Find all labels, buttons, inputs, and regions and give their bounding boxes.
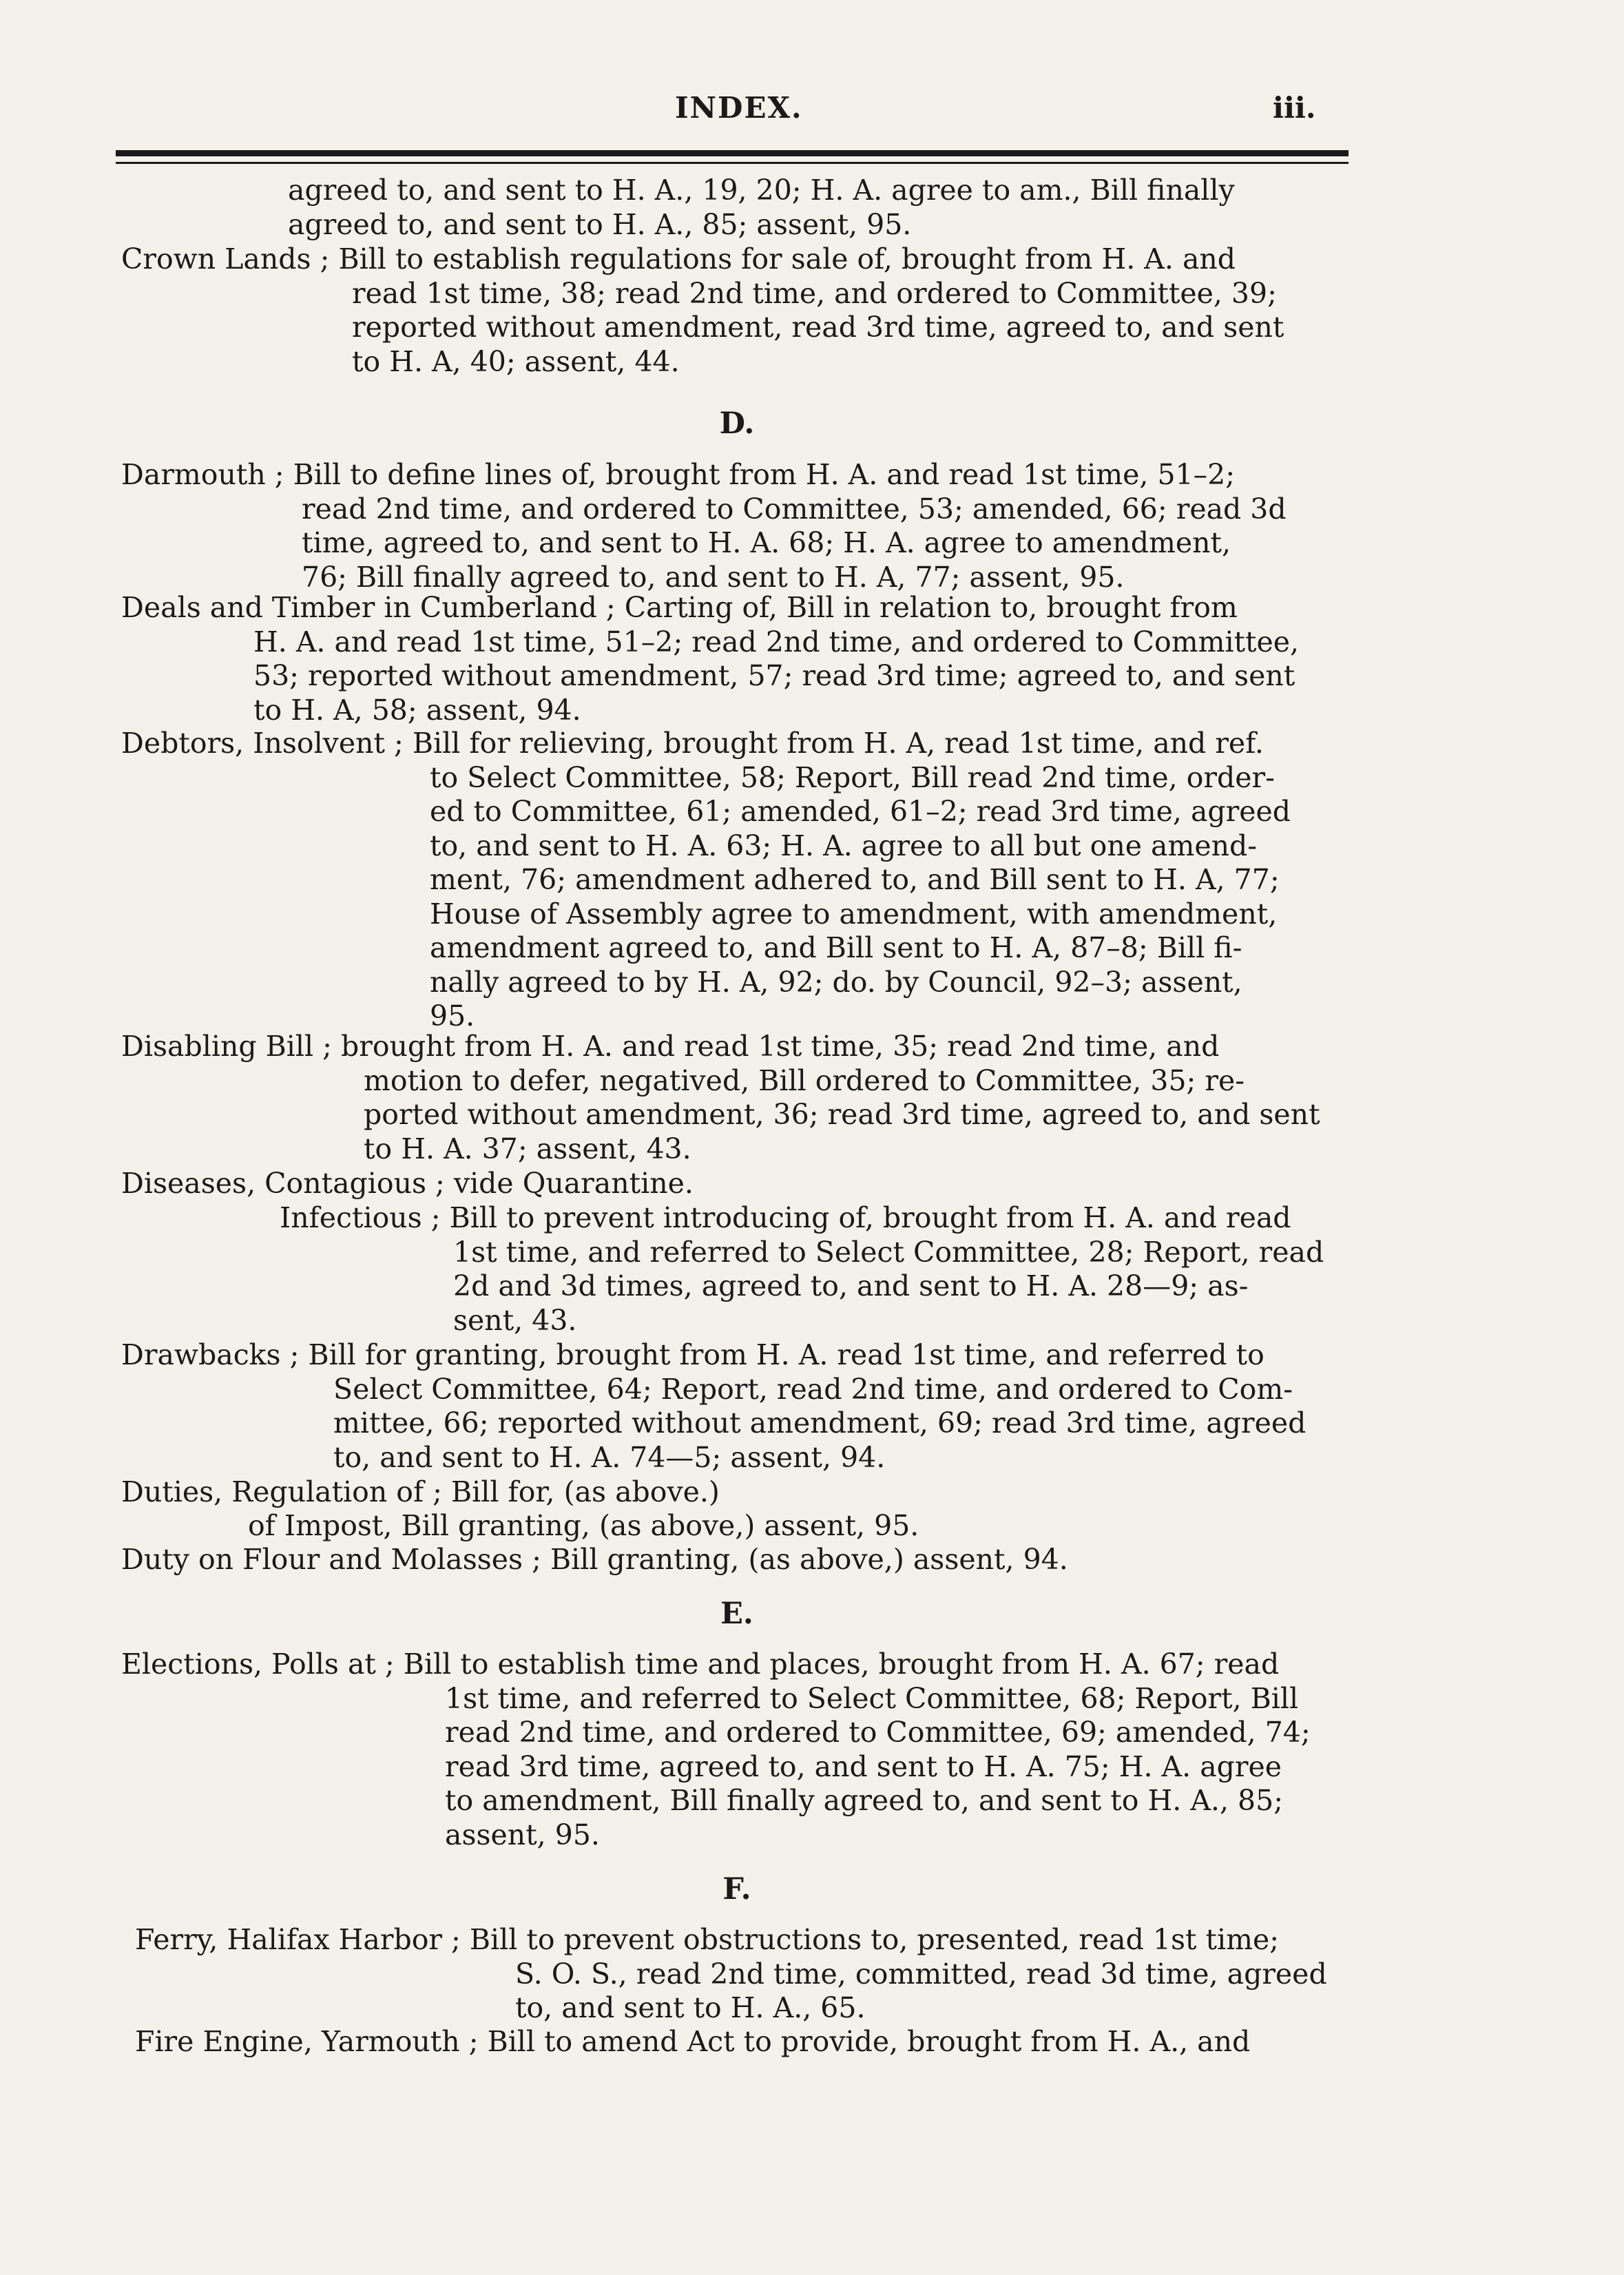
entry-line: Carting of, Bill in relation to, brought from: [624, 591, 1238, 624]
entry-line: Bill granting, (as above,) assent, 94.: [550, 1543, 1068, 1576]
header-rule-thin: [116, 162, 1349, 164]
running-header-title: INDEX.: [675, 91, 803, 125]
index-entry-disabling-bill: [121, 1030, 1349, 1166]
entry-line: nally agreed to by H. A, 92; do. by Council, 92–3; assent,: [430, 965, 1242, 999]
entry-line: read 2nd time, and ordered to Committee, 69; amended, 74;: [445, 1716, 1311, 1749]
entry-line: to amendment, Bill finally agreed to, and sent to H. A., 85;: [445, 1784, 1284, 1817]
entry-line: assent, 95.: [445, 1818, 600, 1851]
index-entry-fire-engine-yarmouth: [135, 2025, 1349, 2059]
entry-line: Bill to establish time and places, brought from H. A. 67; read: [403, 1648, 1280, 1681]
entry-line: Bill to amend Act to provide, brought from H. A., and: [487, 2025, 1251, 2058]
entry-line: Bill for relieving, brought from H. A, read 1st time, and ref.: [412, 727, 1264, 760]
entry-line: House of Assembly agree to amendment, with amendment,: [430, 897, 1278, 931]
entry-line: brought from H. A. and read 1st time, 35; read 2nd time, and: [341, 1030, 1220, 1063]
entry-line: Bill for, (as above.): [451, 1475, 720, 1508]
section-letter-d: D.: [719, 406, 755, 441]
entry-heading: Drawbacks ;: [121, 1338, 300, 1371]
entry-line: S. O. S., read 2nd time, committed, read 3d time, agreed: [515, 1957, 1327, 1991]
entry-line: Select Committee, 64; Report, read 2nd time, and ordered to Com-: [333, 1372, 1293, 1406]
entry-line: 1st time, and referred to Select Committee, 68; Report, Bill: [445, 1681, 1299, 1715]
entry-line: sent, 43.: [453, 1303, 577, 1337]
index-entry-ferry-halifax: [135, 1923, 1349, 2026]
entry-heading: Darmouth ;: [121, 458, 284, 491]
entry-heading: Elections, Polls at ;: [121, 1648, 395, 1681]
entry-heading: Deals and Timber in Cumberland ;: [121, 591, 616, 624]
entry-line: H. A. and read 1st time, 51–2; read 2nd time, and ordered to Committee,: [253, 625, 1300, 658]
page-number: iii.: [1273, 91, 1316, 125]
index-entry-deals-and-timber: [121, 591, 1349, 727]
entry-line: Bill granting, (as above,) assent, 95.: [401, 1509, 919, 1542]
entry-line: to H. A, 58; assent, 94.: [253, 693, 581, 727]
index-entry-darmouth: [121, 458, 1349, 594]
entry-line: motion to defer, negatived, Bill ordered to Committee, 35; re-: [364, 1063, 1245, 1097]
entry-line: Bill to define lines of, brought from H. A. and read 1st time, 51–2;: [293, 458, 1236, 491]
entry-line: agreed to, and sent to H. A., 85; assent, 95.: [288, 207, 912, 241]
index-entry-drawbacks: [121, 1338, 1349, 1475]
entry-heading: Ferry, Halifax Harbor ;: [135, 1923, 461, 1956]
entry-line: to Select Committee, 58; Report, Bill read 2nd time, order-: [430, 760, 1275, 794]
entry-line: 1st time, and referred to Select Committee, 28; Report, read: [453, 1235, 1324, 1269]
entry-line: Bill to prevent obstructions to, presented, read 1st time;: [469, 1923, 1280, 1956]
entry-line: ment, 76; amendment adhered to, and Bill sent to H. A, 77;: [430, 863, 1280, 896]
index-entry-crown-lands: [121, 242, 1349, 379]
index-entry-diseases-contagious: [121, 1167, 1349, 1201]
entry-line: read 2nd time, and ordered to Committee, 53; amended, 66; read 3d: [302, 492, 1287, 526]
entry-line: amendment agreed to, and Bill sent to H. A, 87–8; Bill fi-: [430, 931, 1242, 964]
entry-heading: Debtors, Insolvent ;: [121, 727, 404, 760]
header-rule: [116, 150, 1349, 156]
entry-line: read 3rd time, agreed to, and sent to H. A. 75; H. A. agree: [445, 1749, 1282, 1783]
entry-line: 95.: [430, 999, 475, 1032]
entry-line: to, and sent to H. A., 65.: [515, 1991, 866, 2024]
entry-line: to, and sent to H. A. 74—5; assent, 94.: [333, 1440, 886, 1474]
index-entry-diseases-infectious: [280, 1201, 1349, 1338]
entry-line: Bill to prevent introducing of, brought from H. A. and read: [449, 1201, 1291, 1234]
index-entry-duties-regulation: [121, 1475, 1349, 1510]
index-entry-continuation: [288, 174, 1349, 242]
entry-line: Bill to establish regulations for sale of, brought from H. A. and: [338, 242, 1236, 276]
entry-line: reported without amendment, read 3rd time, agreed to, and sent: [352, 311, 1284, 344]
entry-line: Bill for granting, brought from H. A. read 1st time, and referred to: [308, 1338, 1264, 1371]
entry-heading: Duty on Flour and Molasses ;: [121, 1543, 541, 1576]
entry-line: time, agreed to, and sent to H. A. 68; H. A. agree to amendment,: [302, 526, 1231, 559]
entry-line: to H. A. 37; assent, 43.: [364, 1132, 691, 1165]
entry-line: mittee, 66; reported without amendment, 69; read 3rd time, agreed: [333, 1406, 1307, 1440]
index-entry-debtors-insolvent: [121, 727, 1349, 1034]
entry-line: to H. A, 40; assent, 44.: [352, 344, 680, 378]
section-letter-f: F.: [722, 1872, 751, 1907]
entry-line: to, and sent to H. A. 63; H. A. agree to all but one amend-: [430, 829, 1258, 862]
entry-heading: Disabling Bill ;: [121, 1030, 332, 1063]
entry-heading: Diseases, Contagious ;: [121, 1167, 445, 1200]
entry-line: ed to Committee, 61; amended, 61–2; read 3rd time, agreed: [430, 795, 1291, 828]
entry-heading: Duties, Regulation of ;: [121, 1475, 442, 1508]
entry-heading: Crown Lands ;: [121, 242, 330, 276]
entry-line: 76; Bill finally agreed to, and sent to H. A, 77; assent, 95.: [302, 560, 1125, 594]
entry-line: 2d and 3d times, agreed to, and sent to H. A. 28—9; as-: [453, 1269, 1249, 1302]
entry-line: read 1st time, 38; read 2nd time, and ordered to Committee, 39;: [352, 276, 1277, 310]
entry-line: agreed to, and sent to H. A., 19, 20; H. A. agree to am., Bill finally: [288, 174, 1235, 207]
entry-line: 53; reported without amendment, 57; read 3rd time; agreed to, and sent: [253, 659, 1295, 692]
section-letter-e: E.: [720, 1597, 753, 1631]
entry-heading: Infectious ;: [280, 1201, 441, 1234]
entry-line: vide Quarantine.: [453, 1167, 694, 1200]
entry-heading: Fire Engine, Yarmouth ;: [135, 2025, 479, 2058]
index-entry-duty-flour-molasses: [121, 1543, 1349, 1577]
index-entry-elections-polls: [121, 1648, 1349, 1852]
entry-heading: of Impost,: [248, 1509, 393, 1542]
index-entry-duties-impost: [248, 1509, 1349, 1544]
entry-line: ported without amendment, 36; read 3rd time, agreed to, and sent: [364, 1098, 1320, 1131]
